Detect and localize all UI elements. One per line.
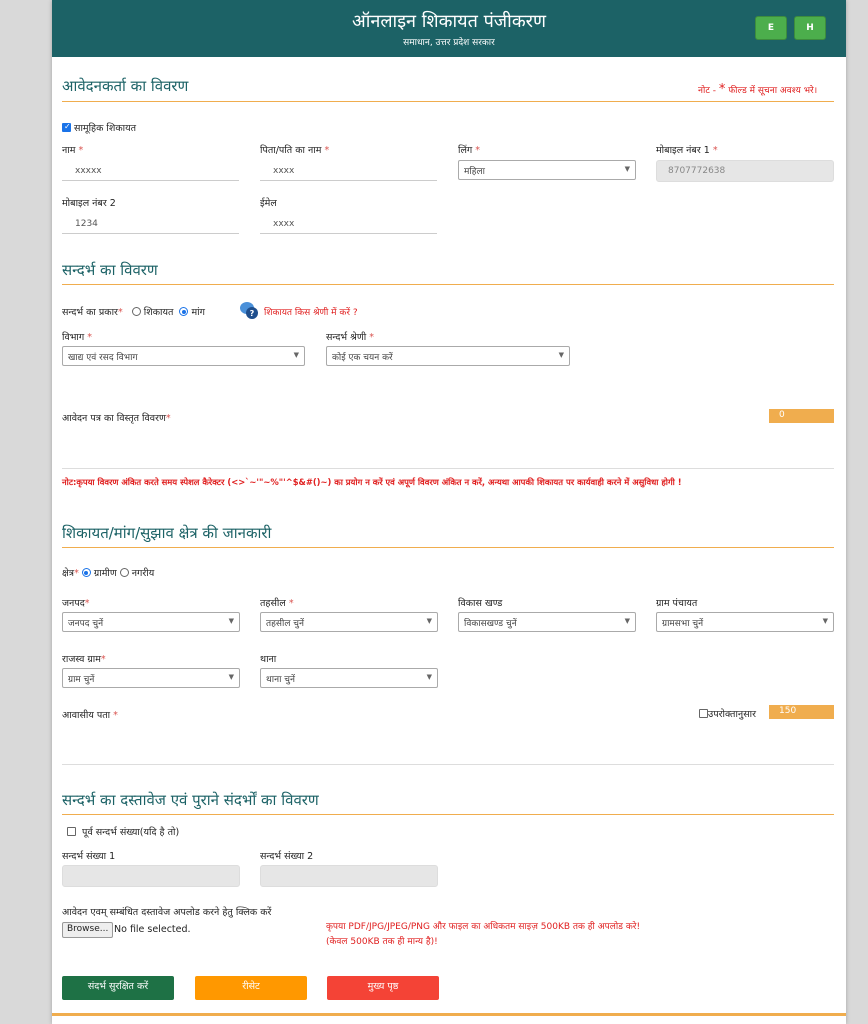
details-label: आवेदन पत्र का विस्तृत विवरण*	[62, 413, 171, 424]
chevron-down-icon: ▼	[293, 351, 299, 359]
block-select[interactable]: विकासखण्ड चुनें ▼	[458, 612, 636, 632]
divider	[62, 764, 834, 765]
page-subtitle: समाधान, उत्तर प्रदेश सरकार	[403, 38, 495, 48]
block-label: विकास खण्ड	[458, 598, 503, 609]
chevron-down-icon: ▼	[426, 617, 432, 625]
svg-text:?: ?	[249, 309, 255, 318]
checkbox-checked-icon[interactable]	[62, 123, 71, 132]
help-chat-icon[interactable]	[239, 300, 259, 320]
mobile2-input[interactable]: 1234	[62, 214, 239, 234]
name-input[interactable]: xxxxx	[62, 161, 239, 181]
address-textarea[interactable]	[62, 720, 834, 764]
tehsil-label: तहसील *	[260, 598, 294, 609]
chevron-down-icon: ▼	[228, 617, 234, 625]
urban-radio[interactable]	[120, 568, 129, 577]
district-select[interactable]: जनपद चुनें ▼	[62, 612, 240, 632]
village-label: राजस्व ग्राम*	[62, 654, 106, 665]
gender-label: लिंग *	[458, 145, 481, 156]
rural-radio[interactable]	[82, 568, 91, 577]
group-complaint-checkbox[interactable]: ✓ सामूहिक शिकायत	[62, 121, 136, 134]
category-label: सन्दर्भ श्रेणी *	[326, 332, 374, 343]
special-character-note: नोट:कृपया विवरण अंकित करते समय स्पेशल कैरेक्टर (<>`~'"~%"'^$&#()~) का प्रयोग न करें एवं अपूर्ण विवरण अंकित न करें, अन्यथा आपकी शिकायत पर कार्यवाही करने में असुविधा होगी !	[62, 477, 682, 487]
mandatory-note: नोट - * फील्ड में सूचना अवश्य भरे।	[698, 82, 818, 97]
email-label: ईमेल	[260, 198, 277, 209]
reference-type-group: सन्दर्भ का प्रकार* शिकायत मांग	[62, 307, 205, 318]
address-char-counter: 150	[769, 705, 834, 719]
department-label: विभाग *	[62, 332, 93, 343]
details-textarea[interactable]	[62, 424, 834, 468]
police-station-select[interactable]: थाना चुनें ▼	[260, 668, 438, 688]
page	[52, 0, 846, 1024]
address-label: आवासीय पता *	[62, 710, 118, 721]
section-divider	[62, 547, 834, 548]
panchayat-select[interactable]: ग्रामसभा चुनें ▼	[656, 612, 834, 632]
mobile2-label: मोबाइल नंबर 2	[62, 198, 116, 209]
checkbox-icon[interactable]	[699, 709, 708, 718]
father-name-input[interactable]: xxxx	[260, 161, 437, 181]
details-char-counter: 0	[769, 409, 834, 423]
english-language-button[interactable]: E	[755, 16, 787, 40]
panchayat-label: ग्राम पंचायत	[656, 598, 698, 609]
same-as-above-checkbox[interactable]: उपरोक्तानुसार	[699, 707, 756, 720]
ref2-label: सन्दर्भ संख्या 2	[260, 851, 314, 862]
mobile1-input[interactable]: 8707772638	[656, 160, 834, 182]
save-reference-button[interactable]: संदर्भ सुरक्षित करें	[62, 976, 174, 1000]
email-input[interactable]: xxxx	[260, 214, 437, 234]
police-station-label: थाना	[260, 654, 277, 665]
page-title: ऑनलाइन शिकायत पंजीकरण	[351, 11, 547, 32]
applicant-section-title: आवेदनकर्ता का विवरण	[62, 77, 189, 95]
area-type-group: क्षेत्र* ग्रामीण नगरीय	[62, 568, 155, 579]
chevron-down-icon: ▼	[228, 673, 234, 681]
village-select[interactable]: ग्राम चुनें ▼	[62, 668, 240, 688]
previous-reference-checkbox[interactable]: पूर्व सन्दर्भ संख्या(यदि है तो)	[67, 825, 179, 838]
category-help-link[interactable]: शिकायत किस श्रेणी में करें ?	[264, 308, 358, 318]
district-label: जनपद*	[62, 598, 90, 609]
footer-line	[52, 1013, 846, 1016]
divider	[62, 468, 834, 469]
category-select[interactable]: कोई एक चयन करें ▼	[326, 346, 570, 366]
gender-select[interactable]: महिला ▼	[458, 160, 636, 180]
chevron-down-icon: ▼	[426, 673, 432, 681]
area-section-title: शिकायत/मांग/सुझाव क्षेत्र की जानकारी	[62, 524, 272, 542]
ref1-input[interactable]	[62, 865, 240, 887]
reset-button[interactable]: रीसेट	[195, 976, 307, 1000]
department-select[interactable]: खाद्य एवं रसद विभाग ▼	[62, 346, 305, 366]
upload-size-note: कृपया PDF/JPG/JPEG/PNG और फाइल का अधिकतम साइज़ 500KB तक ही अपलोड करे!	[326, 922, 641, 932]
upload-size-note-2: (केवल 500KB तक ही मान्य है)!	[326, 937, 438, 947]
name-label: नाम *	[62, 145, 84, 156]
ref1-label: सन्दर्भ संख्या 1	[62, 851, 116, 862]
header-bar	[52, 0, 846, 57]
section-divider	[62, 101, 834, 102]
hindi-language-button[interactable]: H	[794, 16, 826, 40]
section-divider	[62, 284, 834, 285]
section-divider	[62, 814, 834, 815]
upload-label: आवेदन एवम् सम्बंधित दस्तावेज अपलोड करने हेतु क्लिक करें	[62, 907, 272, 918]
chevron-down-icon: ▼	[624, 165, 630, 173]
demand-radio[interactable]	[179, 307, 188, 316]
checkbox-icon[interactable]	[67, 827, 76, 836]
ref2-input[interactable]	[260, 865, 438, 887]
chevron-down-icon: ▼	[558, 351, 564, 359]
mobile1-label: मोबाइल नंबर 1 *	[656, 145, 718, 156]
chevron-down-icon: ▼	[624, 617, 630, 625]
home-button[interactable]: मुख्य पृष्ठ	[327, 976, 439, 1000]
reference-section-title: सन्दर्भ का विवरण	[62, 261, 158, 279]
file-status: No file selected.	[114, 924, 191, 935]
documents-section-title: सन्दर्भ का दस्तावेज एवं पुराने संदर्भों का विवरण	[62, 791, 319, 809]
tehsil-select[interactable]: तहसील चुनें ▼	[260, 612, 438, 632]
browse-button[interactable]: Browse...	[62, 922, 113, 938]
chevron-down-icon: ▼	[822, 617, 828, 625]
father-name-label: पिता/पति का नाम *	[260, 145, 330, 156]
complaint-radio[interactable]	[132, 307, 141, 316]
